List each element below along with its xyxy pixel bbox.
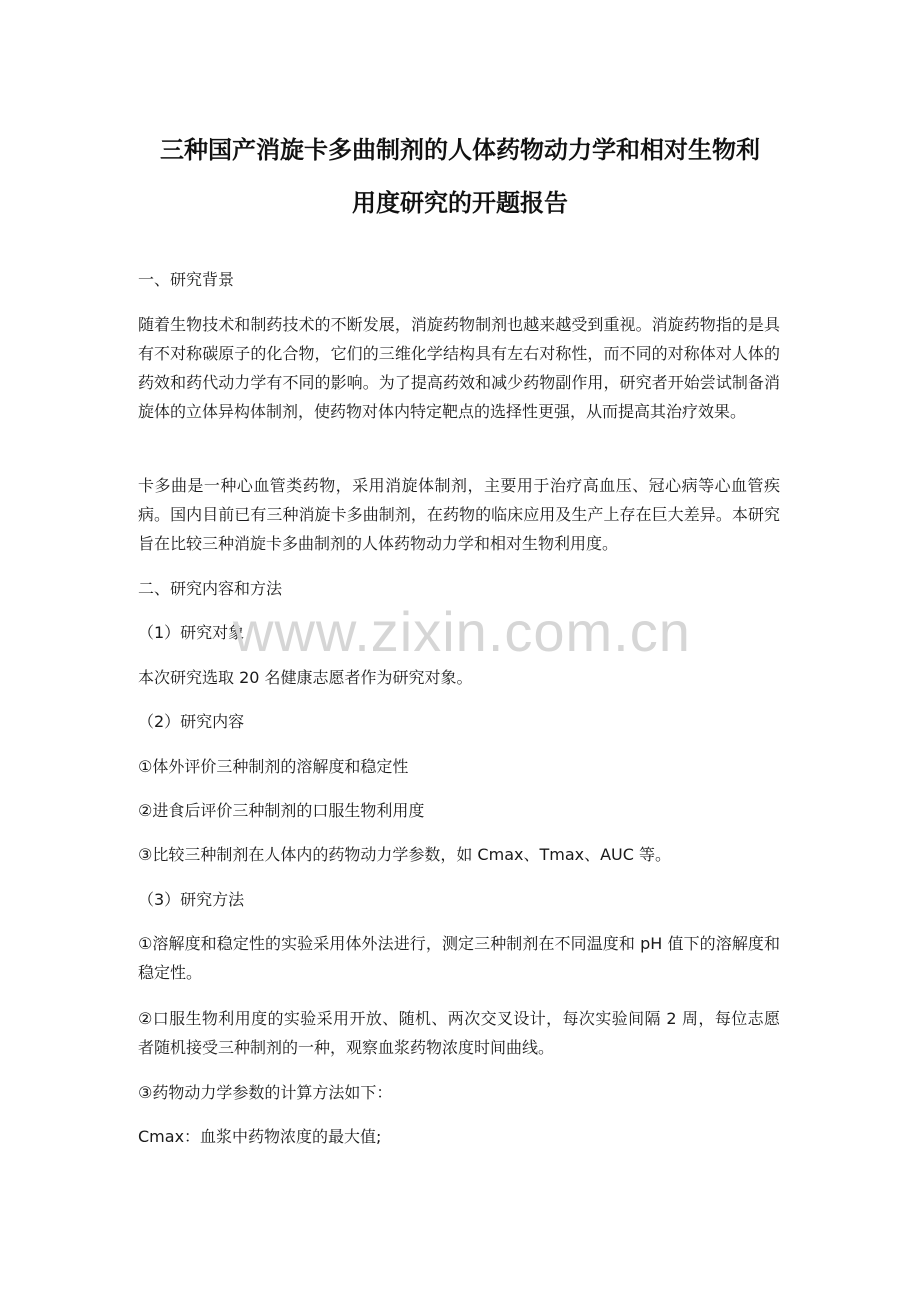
definition-cmax: Cmax：血浆中药物浓度的最大值; <box>138 1127 382 1146</box>
paragraph-study-subject: 本次研究选取 20 名健康志愿者作为研究对象。 <box>138 668 473 687</box>
list-item-content-1: ①体外评价三种制剂的溶解度和稳定性 <box>138 757 409 776</box>
watermark: www.zixin.com.cn <box>233 600 691 663</box>
list-item-method-3: ③药物动力学参数的计算方法如下： <box>138 1083 393 1102</box>
subheading-study-method: （3）研究方法 <box>138 890 245 909</box>
list-item-method-2: ②口服生物利用度的实验采用开放、随机、两次交叉设计，每次实验间隔 2 周，每位志愿者随机接受三种制剂的一种，观察血浆药物浓度时间曲线。 <box>138 1009 780 1057</box>
subheading-study-subject: （1）研究对象 <box>138 623 245 642</box>
paragraph-background-2: 卡多曲是一种心血管类药物，采用消旋体制剂，主要用于治疗高血压、冠心病等心血管疾病。国内目前已有三种消旋卡多曲制剂，在药物的临床应用及生产上存在巨大差异。本研究旨在比较三种消旋卡多曲制剂的人体药物动力学和相对生物利用度。 <box>138 476 780 553</box>
list-item-method-1: ①溶解度和稳定性的实验采用体外法进行，测定三种制剂在不同温度和 pH 值下的溶解度和稳定性。 <box>138 934 780 982</box>
section-heading-background: 一、研究背景 <box>138 270 235 289</box>
paragraph-background-1: 随着生物技术和制药技术的不断发展，消旋药物制剂也越来越受到重视。消旋药物指的是具有不对称碳原子的化合物，它们的三维化学结构具有左右对称性，而不同的对称体对人体的药效和药代动力学有不同的影响。为了提高药效和减少药物副作用，研究者开始尝试制备消旋体的立体异构体制剂，使药物对体内特定靶点的选择性更强，从而提高其治疗效果。 <box>138 315 780 421</box>
document-title-line-2: 用度研究的开题报告 <box>352 189 568 217</box>
list-item-content-2: ②进食后评价三种制剂的口服生物利用度 <box>138 801 425 820</box>
subheading-study-content: （2）研究内容 <box>138 712 245 731</box>
section-heading-content-method: 二、研究内容和方法 <box>138 579 283 598</box>
document-title-line-1: 三种国产消旋卡多曲制剂的人体药物动力学和相对生物利 <box>160 136 760 164</box>
list-item-content-3: ③比较三种制剂在人体内的药物动力学参数，如 Cmax、Tmax、AUC 等。 <box>138 845 672 864</box>
